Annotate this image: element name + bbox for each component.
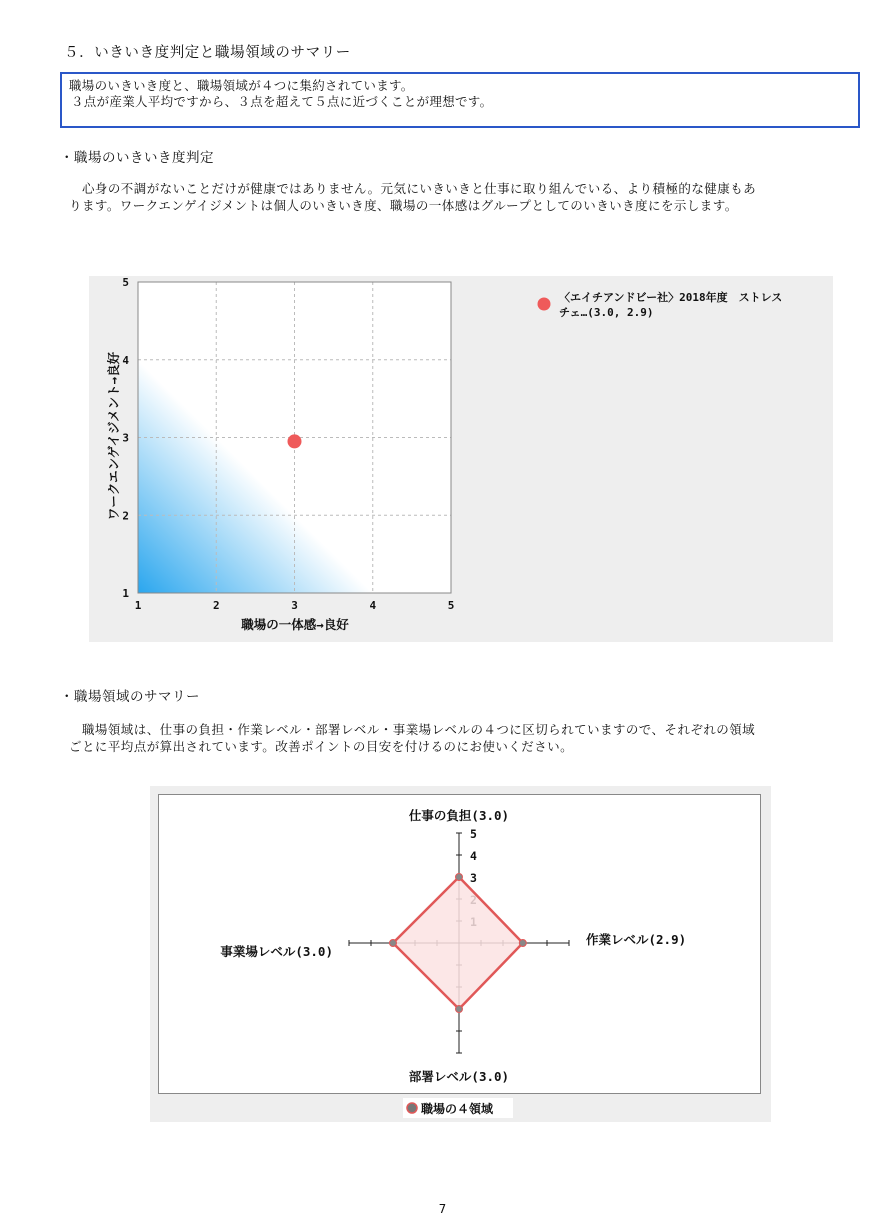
radar-axis-label-bottom: 部署レベル(3.0) [408,1069,510,1084]
radar-axis-label-top: 仕事の負担(3.0) [408,808,510,823]
radar-plot-area [349,827,569,1053]
legend-marker-circle [538,298,551,311]
radar-scale-label: 3 [470,871,477,885]
radar-scale-label: 5 [470,827,477,841]
radar-series-polygon [393,877,523,1009]
legend-marker-circle [407,1103,417,1113]
summary-line-2: ３点が産業人平均ですから、３点を超えて５点に近づくことが理想です。 [71,94,493,109]
radar-axis-label-right: 作業レベル(2.9) [586,932,687,947]
summary-line-1: 職場のいきいき度と、職場領域が４つに集約されています。 [69,78,414,93]
radar-chart-panel [150,786,771,1122]
ikiiki-paragraph-line-2: ります。ワークエンゲイジメントは個人のいきいき度、職場の一体感はグループとしてのいきいき度にを示します。 [69,198,738,213]
areas-paragraph-line-2: ごとに平均点が算出されています。改善ポイントの目安を付けるのにお使いください。 [69,739,574,754]
page-number: 7 [438,1202,447,1216]
areas-paragraph [69,721,755,755]
radar-data-point [456,874,463,881]
scatter-y-tick-label: 3 [122,431,129,445]
scatter-y-tick-label: 1 [122,587,129,600]
scatter-x-tick-label: 5 [447,599,455,612]
radar-data-point [390,940,397,947]
ikiiki-heading: ・職場のいきいき度判定 [60,150,214,166]
scatter-y-tick-label: 5 [122,276,129,289]
scatter-legend-label: 〈エイチアンドビー社〉2018年度 ストレスチェ…(3.0, 2.9) [559,291,783,319]
scatter-data-point [288,434,302,448]
ikiiki-paragraph [69,180,756,214]
radar-chart [150,786,771,1122]
radar-scale-label: 4 [470,849,477,863]
scatter-chart [89,276,833,642]
radar-data-point [456,1006,463,1013]
areas-paragraph-line-1: 職場領域は、仕事の負担・作業レベル・部署レベル・事業場レベルの４つに区切られていますので、それぞれの領域 [69,722,756,737]
scatter-y-tick-label: 4 [122,353,129,367]
radar-data-point [519,940,526,947]
areas-heading: ・職場領域のサマリー [60,689,200,705]
scatter-x-tick-label: 4 [369,599,377,612]
section-title: ５．いきいき度判定と職場領域のサマリー [64,45,351,61]
summary-box [60,72,860,128]
scatter-x-tick-label: 3 [291,599,298,612]
scatter-y-axis-label: ワークエンゲイジメント→良好 [106,351,121,521]
scatter-chart-panel [89,276,833,642]
scatter-x-tick-label: 1 [134,599,142,612]
radar-axis-label-left: 事業場レベル(3.0) [220,944,333,959]
scatter-x-axis-label: 職場の一体感→良好 [241,617,349,632]
scatter-x-tick-label: 2 [212,599,220,612]
radar-legend-label: 職場の４領域 [421,1102,494,1116]
ikiiki-paragraph-line-1: 心身の不調がないことだけが健康ではありません。元気にいきいきと仕事に取り組んでいる、より積極的な健康もあ [69,181,757,196]
scatter-y-tick-label: 2 [122,509,129,523]
scatter-plot-area [122,276,454,612]
